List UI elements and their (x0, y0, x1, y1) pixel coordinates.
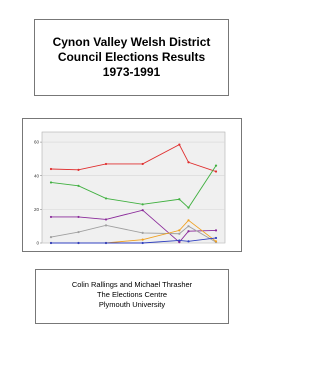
data-point-s3-1979 (105, 218, 107, 220)
y-tick-label-20: 20 (33, 206, 39, 212)
data-point-s2-1988 (187, 207, 189, 209)
data-point-s4-1983 (142, 232, 144, 234)
data-point-s1-1976 (77, 169, 79, 171)
data-point-s6-1973 (50, 242, 52, 244)
data-point-s1-1988 (187, 161, 189, 163)
data-point-s3-1983 (142, 209, 144, 211)
title-line-3: 1973-1991 (102, 65, 161, 79)
data-point-s6-1983 (142, 242, 144, 244)
data-point-s2-1991 (215, 165, 217, 167)
data-point-s6-1979 (105, 242, 107, 244)
data-point-s2-1979 (105, 197, 107, 199)
y-tick-label-40: 40 (33, 173, 39, 179)
title-line-2: Council Elections Results (57, 50, 206, 64)
data-point-s1-1991 (215, 170, 217, 172)
data-point-s6-1991 (215, 237, 217, 239)
organisation: The Elections Centre (96, 290, 168, 299)
credits-box (35, 269, 229, 324)
data-point-s4-1973 (50, 236, 52, 238)
y-tick-label-60: 60 (33, 139, 39, 145)
data-point-s2-1973 (50, 181, 52, 183)
y-tick-label-0: 0 (36, 240, 39, 246)
data-point-s3-1988 (187, 230, 189, 232)
data-point-s3-1976 (77, 216, 79, 218)
results-line-chart (23, 119, 241, 251)
data-point-s1-1987 (178, 144, 180, 146)
data-point-s3-1973 (50, 216, 52, 218)
university: Plymouth University (98, 300, 166, 309)
data-point-s4-1976 (77, 231, 79, 233)
data-point-s4-1988 (187, 225, 189, 227)
data-point-s5-1988 (187, 219, 189, 221)
data-point-s3-1991 (215, 229, 217, 231)
title-box (34, 19, 229, 96)
data-point-s1-1983 (142, 163, 144, 165)
data-point-s5-1991 (215, 240, 217, 242)
data-point-s2-1976 (77, 185, 79, 187)
data-point-s2-1987 (178, 198, 180, 200)
document-title (35, 35, 228, 80)
data-point-s6-1987 (178, 239, 180, 241)
data-point-s5-1983 (142, 239, 144, 241)
authors: Colin Rallings and Michael Thrasher (71, 280, 193, 289)
data-point-s1-1979 (105, 163, 107, 165)
data-point-s6-1976 (77, 242, 79, 244)
credits (36, 280, 228, 310)
chart-box (22, 118, 242, 252)
data-point-s1-1973 (50, 168, 52, 170)
plot-area (42, 132, 225, 243)
data-point-s5-1987 (178, 229, 180, 231)
data-point-s6-1988 (187, 240, 189, 242)
title-line-1: Cynon Valley Welsh District (52, 35, 211, 49)
data-point-s4-1987 (178, 233, 180, 235)
data-point-s2-1983 (142, 203, 144, 205)
data-point-s4-1979 (105, 224, 107, 226)
